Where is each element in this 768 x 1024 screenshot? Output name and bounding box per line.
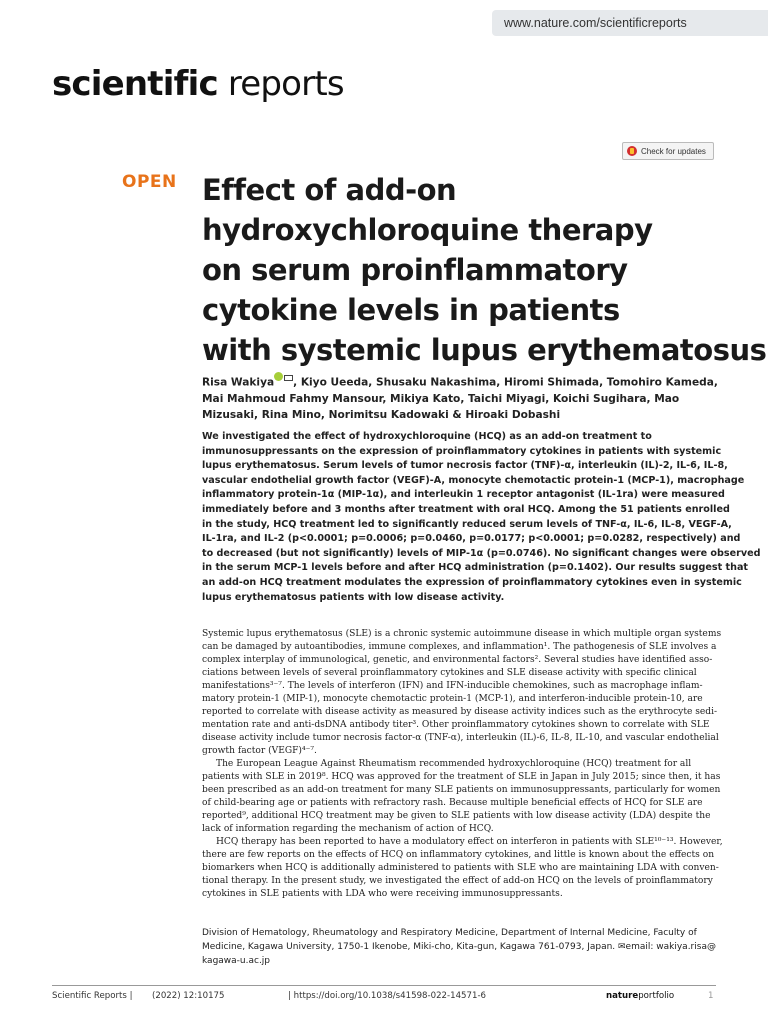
body-line: there are few reports on the effects of HCQ on inflammatory cytokines, and little is known about the effects on [202, 850, 715, 860]
body-line: Systemic lupus erythematosus (SLE) is a chronic systemic autoimmune disease in which multiple organ systems [202, 629, 722, 639]
body-line: tional therapy. In the present study, we investigated the effect of add-on HCQ on the levels of proinflammatory [202, 876, 713, 886]
abstract-line: in the serum MCP-1 levels before and after HCQ administration (p=0.1402). Our results suggest that [202, 562, 749, 574]
first-author[interactable]: Risa Wakiya [202, 376, 275, 389]
masthead-light: reports [227, 64, 344, 104]
open-access-label: OPEN [122, 172, 177, 192]
body-line: can be damaged by autoantibodies, immune complexes, and inflammation¹. The pathogenesis of SLE involves a [202, 642, 717, 652]
body-line: cytokines in SLE patients with LDA who were receiving immunosuppressants. [202, 889, 563, 899]
body-line: growth factor (VEGF)⁴⁻⁷. [202, 746, 317, 756]
abstract-line: in the study, HCQ treatment led to significantly reduced serum levels of TNF-α, IL-6, IL-8, VEGF-A, [202, 518, 732, 530]
journal-masthead [52, 64, 344, 104]
body-line: disease activity include tumor necrosis factor-α (TNF-α), interleukin (IL)-6, IL-8, IL-10, and vascular endothelial [202, 733, 719, 743]
abstract-line: immediately before and 3 months after treatment with oral HCQ. Among the 51 patients enrolled [202, 503, 730, 515]
body-line: reported⁹, additional HCQ treatment may be given to SLE patients with low disease activity (LDA) despite the [202, 811, 711, 821]
affiliation-line: Division of Hematology, Rheumatology and Respiratory Medicine, Department of Internal Medicine, Faculty of [202, 928, 697, 938]
body-line: ciations between levels of several proinflammatory cytokines and SLE disease activity with specific clinical [202, 668, 697, 678]
title-line: with systemic lupus erythematosus [202, 333, 767, 367]
abstract-line: immunosuppressants on the expression of proinflammatory cytokines in patients with systemic [202, 445, 722, 457]
body-line: HCQ therapy has been reported to have a modulatory effect on interferon in patients with SLE¹⁰⁻¹³. However, [216, 837, 723, 847]
other-authors: , Kiyo Ueeda, Shusaku Nakashima, Hiromi Shimada, Tomohiro Kameda, Mai Mahmoud Fahmy Mansour, Mikiya Kato, Taichi Miyagi, Koichi Sugihara, Mao Mizusaki, Rina Mino, Norimitsu Kadowaki & Hiroaki Dobashi [202, 376, 718, 421]
footer-divider [52, 985, 716, 986]
body-line: patients with SLE in 2019⁸. HCQ was approved for the treatment of SLE in Japan in July 2015; since then, it has [202, 772, 721, 782]
abstract-line: lupus erythematosus patients with low disease activity. [202, 591, 505, 603]
abstract-line: an add-on HCQ treatment modulates the expression of proinflammatory cytokines even in systemic [202, 576, 742, 588]
body-line: biomarkers when HCQ is additionally administered to patients with SLE who are maintaining LDA with conven- [202, 863, 719, 873]
page-number: 1 [708, 991, 714, 1001]
body-line: manifestations³⁻⁷. The levels of interferon (IFN) and IFN-inducible chemokines, such as macrophage inflam- [202, 681, 703, 691]
orcid-icon[interactable] [274, 372, 283, 381]
brand-light: portfolio [638, 991, 675, 1001]
title-line: cytokine levels in patients [202, 293, 620, 327]
abstract-line: We investigated the effect of hydroxychloroquine (HCQ) as an add-on treatment to [202, 431, 652, 442]
brand-bold: nature [606, 991, 639, 1001]
title-line: on serum proinflammatory [202, 253, 628, 287]
journal-url[interactable]: www.nature.com/scientificreports [492, 10, 768, 36]
email-icon[interactable] [284, 375, 293, 381]
body-line: matory protein-1 (MIP-1), monocyte chemotactic protein-1 (MCP-1), and interferon-inducible protein-10, are [202, 694, 703, 704]
body-line: complex interplay of immunological, genetic, and environmental factors². Several studies have identified asso- [202, 655, 713, 665]
check-for-updates-button[interactable] [622, 142, 714, 160]
body-line: been prescribed as an add-on treatment for many SLE patients on immunosuppressants, particularly for women [202, 785, 721, 795]
abstract [202, 430, 761, 605]
affiliation [202, 926, 722, 968]
check-updates-label: Check for updates [641, 146, 706, 156]
abstract-line: IL-1ra, and IL-2 (p<0.0001; p=0.0006; p=0.0460, p=0.0177; p<0.0001; p=0.0282, respectively) and [202, 533, 741, 545]
body-line: of child-bearing age or patients with refractory rash. Because multiple beneficial effects of HCQ for SLE are [202, 798, 703, 808]
body-line: mentation rate and anti-dsDNA antibody titer³. Other proinflammatory cytokines shown to correlate with SLE [202, 720, 710, 730]
abstract-line: vascular endothelial growth factor (VEGF)-A, monocyte chemotactic protein-1 (MCP-1), macrophage [202, 474, 745, 486]
author-list [202, 372, 722, 423]
footer-doi-link[interactable]: | https://doi.org/10.1038/s41598-022-14571-6 [288, 991, 487, 1001]
affiliation-line: Medicine, Kagawa University, 1750-1 Ikenobe, Miki-cho, Kita-gun, Kagawa 761-0793, Japan. ✉email: wakiya.risa@ [202, 942, 716, 952]
article-title [202, 170, 767, 370]
title-line: hydroxychloroquine therapy [202, 213, 653, 247]
footer-journal: Scientific Reports | [52, 991, 133, 1001]
body-line: reported to correlate with disease activity as measured by disease activity indices such as the erythrocyte sedi- [202, 707, 718, 717]
affiliation-line: kagawa-u.ac.jp [202, 956, 271, 966]
abstract-line: lupus erythematosus. Serum levels of tumor necrosis factor (TNF)-α, interleukin (IL)-2, IL-6, IL-8, [202, 460, 728, 472]
footer-citation: (2022) 12:10175 [152, 991, 225, 1001]
title-line: Effect of add-on [202, 173, 457, 207]
abstract-line: to decreased (but not significantly) levels of MIP-1α (p=0.0746). No significant changes were observed [202, 547, 761, 559]
body-line: lack of information regarding the mechanism of action of HCQ. [202, 824, 494, 834]
abstract-line: inflammatory protein-1α (MIP-1α), and interleukin 1 receptor antagonist (IL-1ra) were measured [202, 489, 725, 501]
nature-portfolio-logo [606, 991, 674, 1001]
page-footer [52, 991, 716, 1005]
check-updates-icon [627, 146, 637, 156]
masthead-bold: scientific [52, 64, 218, 104]
body-line: The European League Against Rheumatism recommended hydroxychloroquine (HCQ) treatment for all [216, 759, 692, 769]
introduction-text [202, 628, 723, 901]
